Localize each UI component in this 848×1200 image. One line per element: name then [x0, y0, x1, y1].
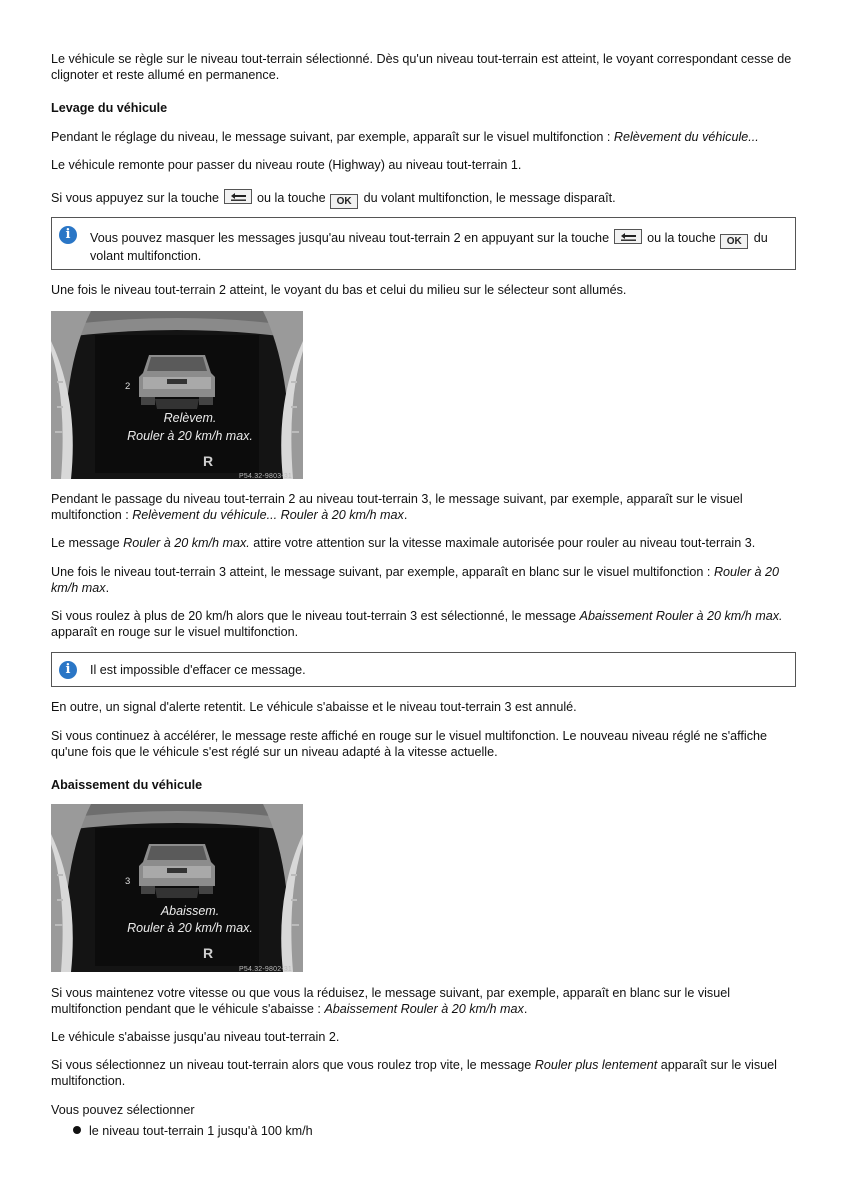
ok-key-icon: OK	[720, 234, 748, 249]
text: Pendant le réglage du niveau, le message suivant, par exemple, apparaît sur le visuel multifonction :	[51, 130, 614, 144]
text: Le message	[51, 536, 124, 550]
paragraph-levage-message	[51, 130, 796, 146]
display-message: Rouler à 20 km/h max.	[123, 536, 250, 550]
text: apparaît en rouge sur le visuel multifonction.	[51, 624, 299, 639]
instrument-display-figure-2	[51, 804, 303, 972]
paragraph-too-fast	[51, 1058, 796, 1089]
note-text: Il est impossible d'effacer ce message.	[90, 663, 306, 677]
instrument-display-figure-1	[51, 311, 303, 479]
list-item: le niveau tout-terrain 1 jusqu'à 100 km/h	[89, 1124, 313, 1138]
display-message-line2: Rouler à 20 km/h max.	[127, 921, 253, 935]
paragraph-intro: Le véhicule se règle sur le niveau tout-terrain sélectionné. Dès qu'un niveau tout-terrain est atteint, le voyant correspondant cesse de clignoter et reste allumé en permanence.	[51, 52, 792, 82]
text: .	[523, 1001, 528, 1016]
paragraph-accelerate: Si vous continuez à accélérer, le message reste affiché en rouge sur le visuel multifonction. Le nouveau niveau réglé ne s'affiche qu'une fois que le véhicule s'est réglé sur un niveau adapté à la vitesse actuelle.	[51, 729, 768, 759]
gear-r: R	[203, 945, 214, 961]
back-key-icon	[614, 229, 642, 244]
display-message: Relèvement du véhicule... Rouler à 20 km/h max	[132, 507, 404, 522]
display-message-line2: Rouler à 20 km/h max.	[127, 429, 253, 443]
display-message: Rouler plus lentement	[534, 1058, 658, 1072]
paragraph-level2-to-3	[51, 492, 796, 523]
note-text	[90, 229, 785, 265]
paragraph-highway: Le véhicule remonte pour passer du niveau route (Highway) au niveau tout-terrain 1.	[51, 158, 522, 172]
heading-abaissement: Abaissement du véhicule	[51, 778, 203, 792]
display-message-line1: Abaissem.	[160, 904, 220, 918]
figure-code: P54.32-9802-31	[239, 966, 293, 972]
heading-levage: Levage du véhicule	[51, 101, 168, 115]
paragraph-overspeed	[51, 609, 796, 640]
text: du volant multifonction.	[90, 231, 768, 263]
text: .	[403, 507, 408, 522]
text: Une fois le niveau tout-terrain 3 atteint, le message suivant, par exemple, apparaît en blanc sur le visuel multifonction :	[51, 565, 714, 579]
display-message: Rouler à 20 km/h max	[51, 565, 780, 595]
text: Pendant le passage du niveau tout-terrain 2 au niveau tout-terrain 3, le message suivant, par exemple, apparaît sur le visuel multifonction :	[51, 492, 743, 522]
text: .	[105, 580, 110, 595]
gear-r: R	[203, 453, 214, 469]
text: Si vous roulez à plus de 20 km/h alors que le niveau tout-terrain 3 est sélectionné, le message	[51, 609, 580, 623]
display-message-line1: Relèvem.	[163, 411, 217, 425]
text: attire votre attention sur la vitesse maximale autorisée pour rouler au niveau tout-terrain 3.	[249, 536, 756, 550]
text: du volant multifonction, le message disparaît.	[360, 191, 616, 205]
info-icon: i	[59, 661, 77, 679]
text: Si vous appuyez sur la touche	[51, 191, 223, 205]
text: Vous pouvez masquer les messages jusqu'au niveau tout-terrain 2 en appuyant sur la touche	[90, 231, 613, 245]
info-note-hide-messages	[51, 217, 796, 270]
paragraph-maintain-speed	[51, 986, 796, 1017]
info-note-cannot-clear	[51, 652, 796, 687]
text: Si vous sélectionnez un niveau tout-terrain alors que vous roulez trop vite, le message	[51, 1058, 535, 1072]
info-icon: i	[59, 226, 77, 244]
paragraph-you-can-select: Vous pouvez sélectionner	[51, 1103, 195, 1117]
level-indicator: 3	[125, 876, 131, 887]
text: ou la touche	[643, 231, 720, 245]
text: apparaît sur le visuel multifonction.	[51, 1058, 777, 1088]
level-indicator: 2	[125, 381, 131, 392]
back-key-icon	[224, 189, 252, 204]
display-message: Relèvement du véhicule...	[613, 130, 759, 144]
display-message: Abaissement Rouler à 20 km/h max	[324, 1001, 524, 1016]
figure-code: P54.32-9803-31	[239, 473, 293, 479]
text: ou la touche	[253, 191, 330, 205]
ok-key-icon: OK	[330, 194, 358, 209]
text: Si vous maintenez votre vitesse ou que vous la réduisez, le message suivant, par exemple, apparaît en blanc sur le visuel multifonction pendant que le véhicule s'abaisse :	[51, 986, 731, 1016]
paragraph-alert-signal: En outre, un signal d'alerte retentit. Le véhicule s'abaisse et le niveau tout-terrain 3 est annulé.	[51, 700, 577, 714]
paragraph-level2: Une fois le niveau tout-terrain 2 atteint, le voyant du bas et celui du milieu sur le sélecteur sont allumés.	[51, 283, 627, 297]
display-message: Abaissement Rouler à 20 km/h max.	[579, 609, 783, 623]
paragraph-keys	[51, 189, 796, 209]
paragraph-level3-reached	[51, 565, 796, 596]
bullet-icon	[73, 1126, 81, 1134]
paragraph-lower-to-2: Le véhicule s'abaisse jusqu'au niveau tout-terrain 2.	[51, 1030, 340, 1044]
paragraph-speed-message	[51, 536, 796, 552]
